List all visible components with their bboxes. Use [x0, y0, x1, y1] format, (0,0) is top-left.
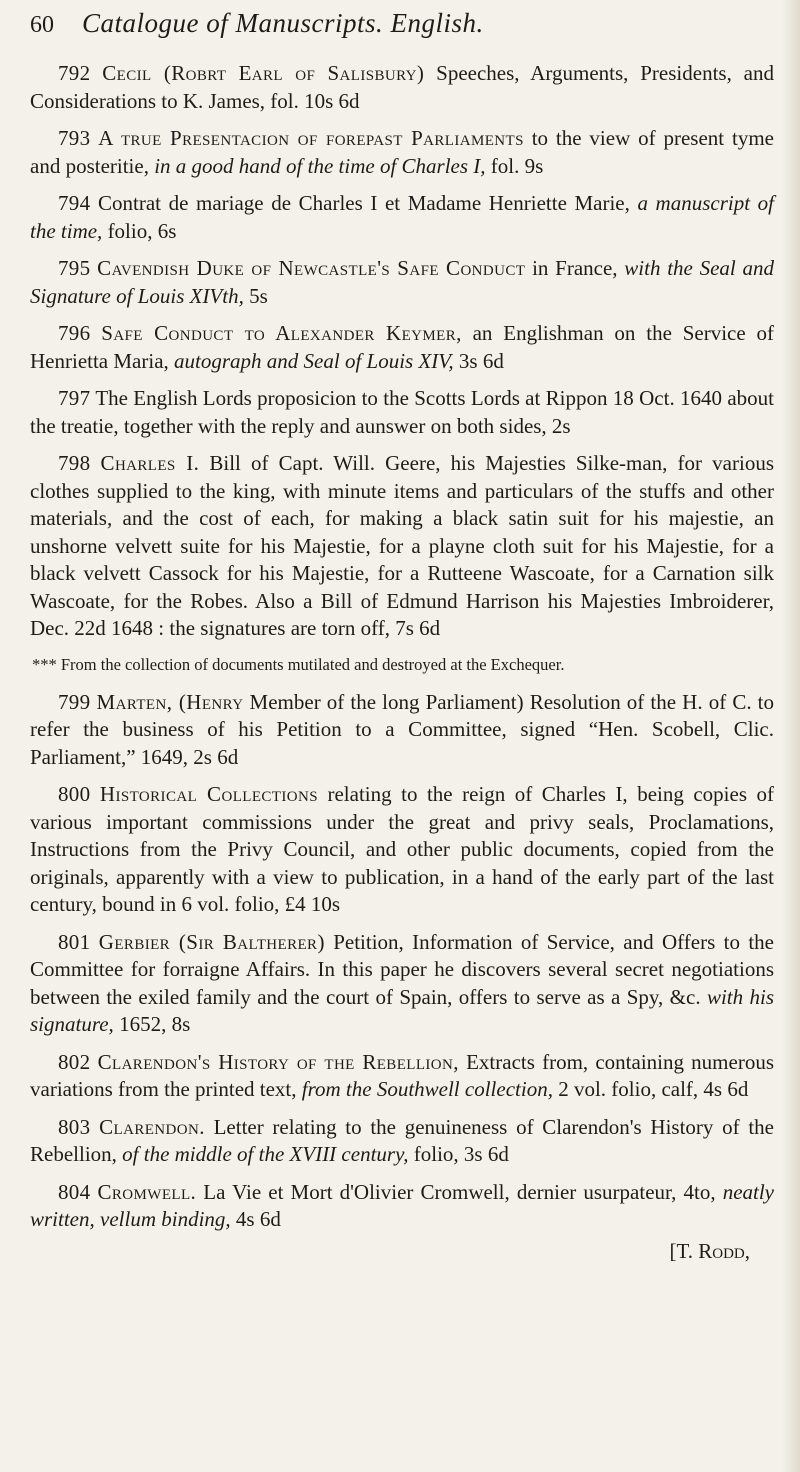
entry-tail: 4s 6d: [230, 1207, 281, 1231]
entry-italic-text: with his signature,: [30, 984, 775, 1036]
entry-text: Contrat de mariage de Charles I et Madame Henriette Marie,: [90, 191, 638, 215]
running-head: [30, 6, 774, 46]
entry-text: Speeches, Arguments, Presidents, and Considerations to K. James, fol. 10s 6d: [30, 61, 774, 113]
entry-heading: Cavendish Duke of Newcastle's Safe Conduct: [97, 256, 526, 280]
entry-number: 794: [58, 191, 91, 215]
catalogue-entry-802: [30, 1049, 774, 1104]
entry-number: 799: [58, 689, 91, 714]
catalogue-entry-795: [30, 255, 774, 310]
entry-tail: folio, 3s 6d: [408, 1142, 509, 1166]
catalogue-entry-794: [30, 190, 774, 245]
entry-heading: Gerbier (Sir Baltherer): [98, 929, 325, 954]
entry-text: Letter relating to the genuineness of Clarendon's History of the Rebellion,: [30, 1114, 774, 1166]
entry-text: Member of the long Parliament) Resolution of the H. of C. to refer the business of his Petition to a Committee, signed “Hen. Scobell, Clic. Parliament,” 1649, 2s 6d: [30, 689, 775, 769]
entry-tail: fol. 9s: [485, 153, 544, 178]
entry-italic-text: a manuscript of the time,: [30, 191, 774, 243]
entry-italic-text: autograph and Seal of Louis XIV,: [174, 348, 454, 373]
entry-number: 802: [58, 1049, 91, 1074]
entry-tail: 2 vol. folio, calf, 4s 6d: [552, 1077, 749, 1101]
entry-number: 801: [58, 929, 91, 954]
catalogue-entry-792: [30, 60, 774, 115]
entry-number: 798: [58, 451, 91, 475]
catchword: [T. Rodd,: [669, 1238, 750, 1263]
running-head-title: Catalogue of Manuscripts. English.: [82, 8, 484, 38]
entry-heading: Historical Collections: [99, 782, 318, 806]
entry-heading: Cromwell.: [97, 1179, 197, 1204]
entry-tail: folio, 6s: [102, 218, 177, 243]
entry-number: 803: [58, 1114, 91, 1139]
entry-heading: Charles I.: [100, 451, 200, 475]
entry-heading: Marten, (Henry: [96, 689, 244, 714]
catalogue-entry-799: [30, 689, 774, 772]
entry-heading: Clarendon.: [99, 1114, 205, 1139]
entry-heading: Cecil (Robrt Earl of Salisbury): [102, 61, 425, 85]
entry-italic-text: with the Seal and Signature of Louis XIVth,: [30, 256, 774, 308]
entry-text: La Vie et Mort d'Olivier Cromwell, dernier usurpateur, 4to,: [196, 1179, 723, 1204]
catalogue-entry-798: [30, 450, 774, 643]
catalogue-entry-804: [30, 1179, 774, 1234]
entry-text: an Englishman on the Service of Henrietta Maria,: [30, 321, 775, 373]
catalogue-entry-803: [30, 1114, 774, 1169]
entry-heading: Safe Conduct to Alexander Keymer,: [101, 321, 462, 345]
entry-number: 800: [58, 782, 91, 806]
page-number: 60: [30, 12, 54, 38]
page-edge-shadow: [782, 0, 800, 1472]
entry-heading: Clarendon's History of the Rebellion,: [97, 1049, 459, 1074]
catalogue-entry-793: [30, 125, 774, 180]
catalogue-entry-800: [30, 781, 774, 919]
entry-tail: 5s: [243, 283, 268, 308]
entry-number: 804: [58, 1179, 91, 1204]
entry-text: Bill of Capt. Will. Geere, his Majesties Silke-man, for various clothes supplied to the king, with minute items and particulars of the stuffs and other materials, and the cost of each, for making a black satin suit for his majestie, an unshorne velvett suite for his Majestie, for a playne cloth suit for his Majestie, for a black velvett Cassock for his Majestie, for a Rutteene Wascoate, for a Carnation silk Wascoate, for the Robes. Also a Bill of Edmund Harrison his Majesties Imbroiderer, Dec. 22d 1648 : the signatures are torn off, 7s 6d: [30, 451, 774, 640]
entry-heading: A truе Presentacion of forepast Parliaments: [98, 126, 524, 150]
entry-number: 793: [58, 126, 91, 150]
entry-number: 796: [58, 321, 91, 345]
entry-text: The English Lords proposicion to the Scotts Lords at Rippon 18 Oct. 1640 about the treatie, together with the reply and aunswer on both sides, 2s: [30, 386, 774, 438]
catalogue-entries: [30, 60, 774, 1234]
entry-italic-text: of the middle of the XVIII century,: [122, 1142, 409, 1166]
entry-text: to the view of present tyme and posteritie,: [30, 126, 774, 178]
catalogue-entry-796: [30, 320, 774, 375]
entry-number: 797: [58, 386, 91, 410]
entry-text: Extracts from, containing numerous variations from the printed text,: [30, 1049, 774, 1101]
entry-text: in France,: [525, 256, 625, 280]
entry-text: relating to the reign of Charles I, being copies of various important commissions under the great and privy seals, Proclamations, Instructions from the Privy Council, and other public documents, copied from the originals, apparently with a view to publication, in a hand of the early part of the last century, bound in 6 vol. folio, £4 10s: [30, 782, 775, 916]
entry-italic-text: neatly written, vellum binding,: [30, 1179, 774, 1231]
exchequer-note: *** From the collection of documents mutilated and destroyed at the Exchequer.: [32, 654, 565, 674]
catalogue-entry-801: [30, 929, 774, 1039]
entry-tail: 1652, 8s: [113, 1012, 191, 1036]
entry-tail: 3s 6d: [453, 348, 504, 373]
entry-number: 795: [58, 256, 91, 280]
entry-italic-text: in a good hand of the time of Charles I,: [154, 153, 486, 178]
entry-number: 792: [58, 61, 91, 85]
catalogue-entry-797: [30, 385, 774, 440]
entry-text: Petition, Information of Service, and Offers to the Committee for forraigne Affairs. In this paper he discovers several secret negotiations between the exiled family and the court of Spain, offers to serve as a Spy, &c.: [30, 929, 774, 1009]
entry-italic-text: from the Southwell collection,: [301, 1077, 553, 1101]
